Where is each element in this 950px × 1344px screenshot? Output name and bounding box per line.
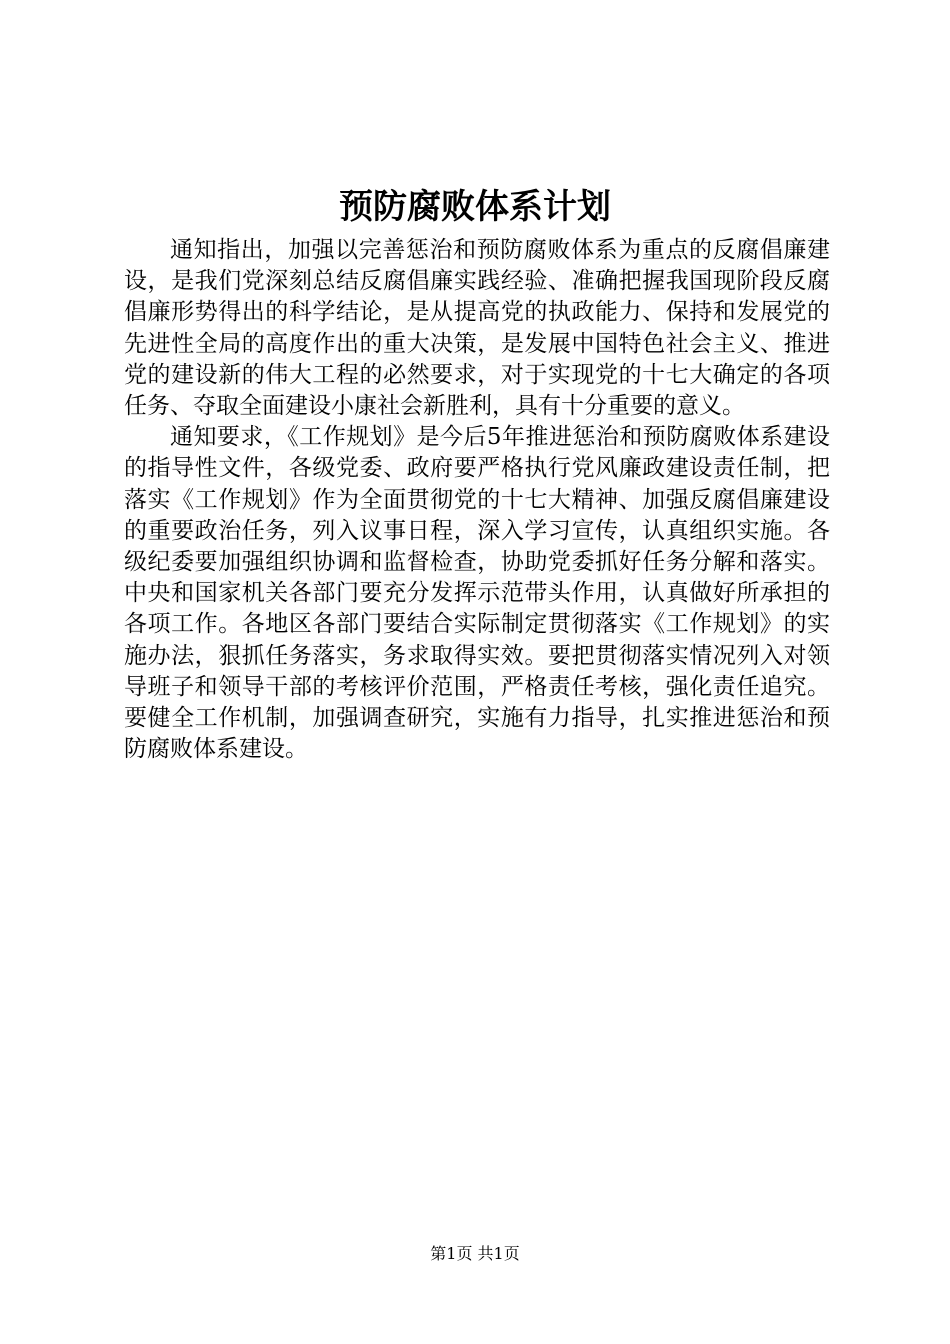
page-footer: 第1页 共1页 [430,1244,520,1263]
document-body [124,235,830,765]
paragraph-1: 通知指出，加强以完善惩治和预防腐败体系为重点的反腐倡廉建设，是我们党深刻总结反腐倡廉实践经验、准确把握我国现阶段反腐倡廉形势得出的科学结论，是从提高党的执政能力、保持和发展党的先进性全局的高度作出的重大决策，是发展中国特色社会主义、推进党的建设新的伟大工程的必然要求，对于实现党的十七大确定的各项任务、夺取全面建设小康社会新胜利，具有十分重要的意义。 [124,237,830,420]
document-title: 预防腐败体系计划 [339,187,611,227]
paragraph-2: 通知要求，《工作规划》是今后5年推进惩治和预防腐败体系建设的指导性文件，各级党委、政府要严格执行党风廉政建设责任制，把落实《工作规划》作为全面贯彻党的十七大精神、加强反腐倡廉建设的重要政治任务，列入议事日程，深入学习宣传，认真组织实施。各级纪委要加强组织协调和监督检查，协助党委抓好任务分解和落实。中央和国家机关各部门要充分发挥示范带头作用，认真做好所承担的各项工作。各地区各部门要结合实际制定贯彻落实《工作规划》的实施办法，狠抓任务落实，务求取得实效。要把贯彻落实情况列入对领导班子和领导干部的考核评价范围，严格责任考核，强化责任追究。要健全工作机制，加强调查研究，实施有力指导，扎实推进惩治和预防腐败体系建设。 [124,424,830,763]
